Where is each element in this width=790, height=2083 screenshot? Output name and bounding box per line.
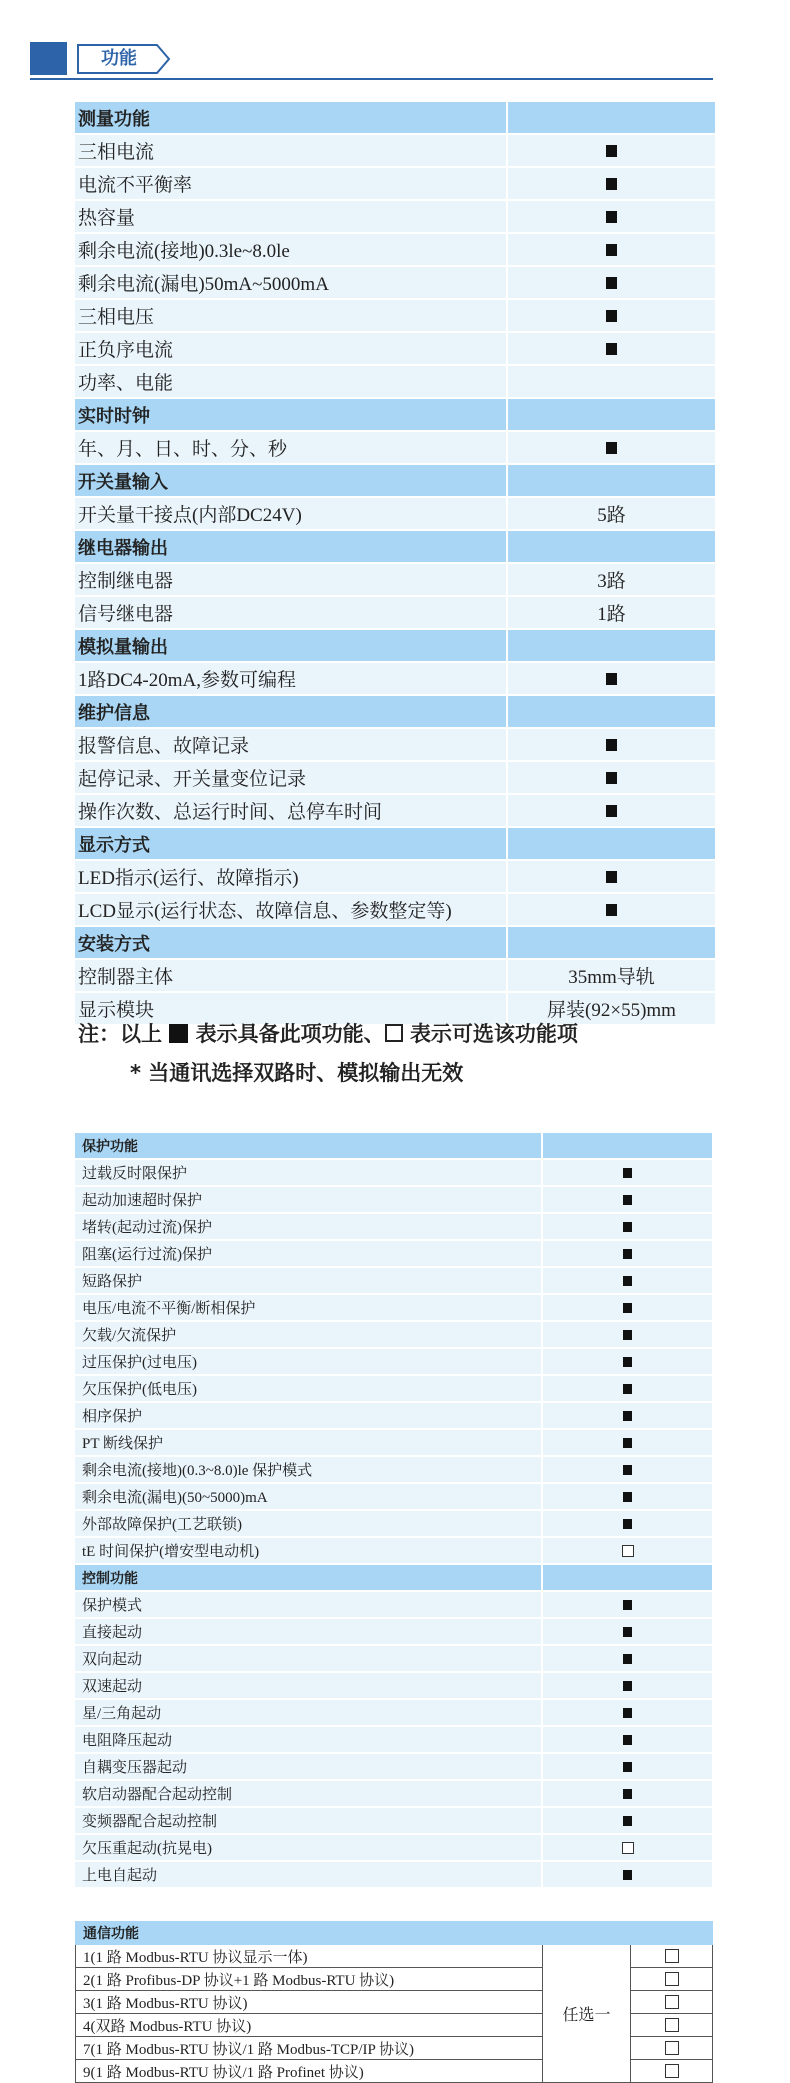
row-label: 欠载/欠流保护 bbox=[75, 1321, 542, 1348]
row-label: PT 断线保护 bbox=[75, 1429, 542, 1456]
row-value bbox=[507, 464, 715, 497]
row-label: 测量功能 bbox=[75, 102, 507, 134]
row-label: 保护模式 bbox=[75, 1591, 542, 1618]
table-row bbox=[75, 299, 715, 332]
row-label: 热容量 bbox=[75, 200, 507, 233]
table-row bbox=[75, 497, 715, 530]
row-value bbox=[507, 332, 715, 365]
row-value bbox=[507, 860, 715, 893]
row-label: 电流不平衡率 bbox=[75, 167, 507, 200]
row-label: 1(1 路 Modbus-RTU 协议显示一体) bbox=[76, 1945, 543, 1968]
row-label: 保护功能 bbox=[75, 1133, 542, 1159]
hollow-square-icon bbox=[622, 1545, 634, 1557]
row-value bbox=[507, 398, 715, 431]
table-row bbox=[75, 1807, 712, 1834]
row-label: 起动加速超时保护 bbox=[75, 1186, 542, 1213]
row-label: 剩余电流(接地)(0.3~8.0)le 保护模式 bbox=[75, 1456, 542, 1483]
table-row bbox=[75, 1456, 712, 1483]
table-row bbox=[75, 1240, 712, 1267]
row-label: 阻塞(运行过流)保护 bbox=[75, 1240, 542, 1267]
filled-square-icon bbox=[623, 1627, 632, 1637]
row-label: 变频器配合起动控制 bbox=[75, 1807, 542, 1834]
filled-square-icon bbox=[623, 1816, 632, 1826]
table-section-header bbox=[75, 530, 715, 563]
filled-square-icon bbox=[623, 1465, 632, 1475]
table-section-header bbox=[75, 464, 715, 497]
table-row bbox=[75, 1861, 712, 1888]
table-row bbox=[75, 1591, 712, 1618]
row-value bbox=[542, 1537, 712, 1564]
row-value: 3路 bbox=[507, 563, 715, 596]
table-row bbox=[75, 1186, 712, 1213]
row-label: 上电自起动 bbox=[75, 1861, 542, 1888]
note-middle: 表示具备此项功能、 bbox=[195, 1022, 385, 1046]
row-value bbox=[542, 1645, 712, 1672]
row-label: 过压保护(过电压) bbox=[75, 1348, 542, 1375]
option-cell bbox=[631, 2014, 713, 2037]
header-accent-block bbox=[30, 42, 67, 75]
row-label: 开关量输入 bbox=[75, 464, 507, 497]
option-cell bbox=[631, 2060, 713, 2083]
row-value bbox=[507, 200, 715, 233]
table-row bbox=[75, 1267, 712, 1294]
note-suffix: 表示可选该功能项 bbox=[409, 1022, 578, 1046]
row-label: 3(1 路 Modbus-RTU 协议) bbox=[76, 1991, 543, 2014]
filled-square-icon bbox=[623, 1384, 632, 1394]
table-row bbox=[75, 893, 715, 926]
row-value bbox=[542, 1267, 712, 1294]
filled-square-icon bbox=[606, 178, 617, 190]
filled-square-icon bbox=[623, 1357, 632, 1367]
filled-square-icon bbox=[623, 1222, 632, 1232]
row-value bbox=[542, 1321, 712, 1348]
table-row bbox=[75, 1780, 712, 1807]
checkbox-icon bbox=[665, 1949, 679, 1963]
row-value bbox=[542, 1618, 712, 1645]
row-label: 自耦变压器起动 bbox=[75, 1753, 542, 1780]
table-row bbox=[75, 959, 715, 992]
filled-square-icon bbox=[606, 310, 617, 322]
table-row bbox=[75, 1672, 712, 1699]
row-label: 报警信息、故障记录 bbox=[75, 728, 507, 761]
filled-square-icon bbox=[606, 211, 617, 223]
row-label: 控制功能 bbox=[75, 1564, 542, 1591]
filled-square-icon bbox=[623, 1735, 632, 1745]
table-row bbox=[75, 167, 715, 200]
table-section-header bbox=[75, 398, 715, 431]
row-value bbox=[542, 1240, 712, 1267]
row-value bbox=[542, 1510, 712, 1537]
row-label: 双速起动 bbox=[75, 1672, 542, 1699]
table-row bbox=[75, 1510, 712, 1537]
row-label: 直接起动 bbox=[75, 1618, 542, 1645]
row-value bbox=[542, 1133, 712, 1159]
row-label: 通信功能 bbox=[76, 1922, 543, 1945]
row-value: 35mm导轨 bbox=[507, 959, 715, 992]
option-cell bbox=[631, 1991, 713, 2014]
filled-square-icon bbox=[623, 1330, 632, 1340]
option-cell bbox=[631, 1945, 713, 1968]
filled-square-icon bbox=[623, 1438, 632, 1448]
table-row bbox=[75, 431, 715, 464]
filled-square-icon bbox=[606, 343, 617, 355]
row-value bbox=[507, 431, 715, 464]
table-row bbox=[75, 563, 715, 596]
table-row bbox=[75, 1402, 712, 1429]
row-label: 9(1 路 Modbus-RTU 协议/1 路 Profinet 协议) bbox=[76, 2060, 543, 2083]
row-label: 继电器输出 bbox=[75, 530, 507, 563]
hollow-square-icon bbox=[622, 1842, 634, 1854]
row-value bbox=[507, 629, 715, 662]
row-label: 年、月、日、时、分、秒 bbox=[75, 431, 507, 464]
filled-square-icon bbox=[623, 1708, 632, 1718]
checkbox-icon bbox=[665, 2064, 679, 2078]
dual-comm-note: * 当通讯选择双路时、模拟输出无效 bbox=[130, 1061, 464, 1085]
row-value bbox=[542, 1402, 712, 1429]
row-value bbox=[542, 1780, 712, 1807]
filled-square-icon bbox=[606, 772, 617, 784]
row-value bbox=[542, 1375, 712, 1402]
filled-square-icon bbox=[623, 1411, 632, 1421]
section-header bbox=[30, 40, 713, 80]
communication-table bbox=[75, 1921, 713, 2083]
row-value bbox=[542, 1429, 712, 1456]
table-section-header bbox=[75, 1564, 712, 1591]
row-label: 安装方式 bbox=[75, 926, 507, 959]
row-label: 开关量干接点(内部DC24V) bbox=[75, 497, 507, 530]
table-row bbox=[75, 794, 715, 827]
hollow-square-icon bbox=[385, 1024, 403, 1042]
checkbox-icon bbox=[665, 2041, 679, 2055]
row-value bbox=[542, 1672, 712, 1699]
filled-square-icon bbox=[606, 442, 617, 454]
row-value bbox=[542, 1726, 712, 1753]
table-row bbox=[75, 332, 715, 365]
filled-square-icon bbox=[606, 904, 617, 916]
row-value bbox=[507, 926, 715, 959]
table-row bbox=[75, 1294, 712, 1321]
row-label: 堵转(起动过流)保护 bbox=[75, 1213, 542, 1240]
row-value bbox=[542, 1186, 712, 1213]
filled-square-icon bbox=[606, 145, 617, 157]
row-label: 短路保护 bbox=[75, 1267, 542, 1294]
filled-square-icon bbox=[606, 739, 617, 751]
row-label: 相序保护 bbox=[75, 1402, 542, 1429]
filled-square-icon bbox=[623, 1519, 632, 1529]
table-row bbox=[75, 1699, 712, 1726]
row-value bbox=[542, 1348, 712, 1375]
row-label: 4(双路 Modbus-RTU 协议) bbox=[76, 2014, 543, 2037]
filled-square-icon bbox=[623, 1789, 632, 1799]
table-row bbox=[75, 761, 715, 794]
row-value bbox=[507, 728, 715, 761]
filled-square-icon bbox=[623, 1600, 632, 1610]
filled-square-icon bbox=[606, 871, 617, 883]
table-section-header bbox=[75, 695, 715, 728]
row-label: 控制器主体 bbox=[75, 959, 507, 992]
row-label: 电压/电流不平衡/断相保护 bbox=[75, 1294, 542, 1321]
row-label: 显示方式 bbox=[75, 827, 507, 860]
row-value bbox=[507, 794, 715, 827]
row-value bbox=[507, 167, 715, 200]
header-title: 功能 bbox=[101, 48, 137, 69]
row-label: 显示模块 bbox=[75, 992, 507, 1025]
row-label: 信号继电器 bbox=[75, 596, 507, 629]
table-row bbox=[75, 1348, 712, 1375]
row-label: 7(1 路 Modbus-RTU 协议/1 路 Modbus-TCP/IP 协议) bbox=[76, 2037, 543, 2060]
filled-square-icon bbox=[623, 1492, 632, 1502]
filled-square-icon bbox=[623, 1303, 632, 1313]
row-value bbox=[507, 893, 715, 926]
row-value bbox=[542, 1699, 712, 1726]
table-row bbox=[75, 1429, 712, 1456]
row-value bbox=[542, 1591, 712, 1618]
row-label: 正负序电流 bbox=[75, 332, 507, 365]
row-value bbox=[542, 1861, 712, 1888]
table-row bbox=[75, 1753, 712, 1780]
table-section-header bbox=[75, 926, 715, 959]
table-row bbox=[75, 860, 715, 893]
row-value bbox=[542, 1807, 712, 1834]
table-row bbox=[75, 1375, 712, 1402]
table-row bbox=[75, 1645, 712, 1672]
protection-control-table bbox=[75, 1133, 712, 1889]
row-value bbox=[542, 1564, 712, 1591]
filled-square-icon bbox=[623, 1762, 632, 1772]
table-section-header bbox=[75, 629, 715, 662]
row-label: 过载反时限保护 bbox=[75, 1159, 542, 1186]
filled-square-icon bbox=[606, 244, 617, 256]
row-label: 三相电流 bbox=[75, 134, 507, 167]
table-section-header bbox=[75, 1133, 712, 1159]
option-cell bbox=[631, 1968, 713, 1991]
row-value bbox=[542, 1456, 712, 1483]
row-label: 三相电压 bbox=[75, 299, 507, 332]
table-row bbox=[75, 728, 715, 761]
row-label: 2(1 路 Profibus-DP 协议+1 路 Modbus-RTU 协议) bbox=[76, 1968, 543, 1991]
row-label: LCD显示(运行状态、故障信息、参数整定等) bbox=[75, 893, 507, 926]
filled-square-icon bbox=[623, 1195, 632, 1205]
checkbox-icon bbox=[665, 2018, 679, 2032]
table-row bbox=[75, 365, 715, 398]
row-value bbox=[507, 695, 715, 728]
table-row bbox=[75, 1618, 712, 1645]
legend-note bbox=[78, 1018, 578, 1048]
filled-square-icon bbox=[623, 1249, 632, 1259]
row-label: 欠压保护(低电压) bbox=[75, 1375, 542, 1402]
filled-square-icon bbox=[606, 805, 617, 817]
table-row bbox=[75, 266, 715, 299]
table-row bbox=[76, 1945, 713, 1968]
row-value: 1路 bbox=[507, 596, 715, 629]
filled-square-icon bbox=[623, 1681, 632, 1691]
option-cell bbox=[631, 2037, 713, 2060]
table-section-header bbox=[76, 1922, 713, 1945]
row-value bbox=[507, 761, 715, 794]
row-value bbox=[507, 827, 715, 860]
filled-square-icon bbox=[623, 1168, 632, 1178]
row-value bbox=[507, 662, 715, 695]
row-label: LED指示(运行、故障指示) bbox=[75, 860, 507, 893]
header-tab bbox=[77, 44, 177, 74]
row-value: 屏装(92×55)mm bbox=[507, 992, 715, 1025]
table-row bbox=[75, 596, 715, 629]
note-prefix: 注：以上 bbox=[78, 1022, 162, 1046]
table-row bbox=[75, 1483, 712, 1510]
row-label: 欠压重起动(抗晃电) bbox=[75, 1834, 542, 1861]
row-value bbox=[507, 266, 715, 299]
row-label: 模拟量输出 bbox=[75, 629, 507, 662]
row-value bbox=[507, 233, 715, 266]
table-row bbox=[75, 233, 715, 266]
table-section-header bbox=[75, 827, 715, 860]
row-value bbox=[507, 299, 715, 332]
header-rule bbox=[30, 78, 713, 80]
table-row bbox=[75, 200, 715, 233]
row-label: 电阻降压起动 bbox=[75, 1726, 542, 1753]
table-row bbox=[75, 134, 715, 167]
row-value bbox=[542, 1294, 712, 1321]
filled-square-icon bbox=[623, 1276, 632, 1286]
table-section-header bbox=[75, 102, 715, 134]
filled-square-icon bbox=[623, 1654, 632, 1664]
table-row bbox=[75, 1537, 712, 1564]
choose-one-label: 任选一 bbox=[543, 1945, 631, 2083]
row-label: 控制继电器 bbox=[75, 563, 507, 596]
row-value bbox=[543, 1922, 713, 1945]
row-value bbox=[507, 530, 715, 563]
function-table bbox=[75, 102, 715, 1026]
row-label: 剩余电流(漏电)50mA~5000mA bbox=[75, 266, 507, 299]
row-value bbox=[542, 1753, 712, 1780]
row-label: 功率、电能 bbox=[75, 365, 507, 398]
row-label: 双向起动 bbox=[75, 1645, 542, 1672]
row-value: 5路 bbox=[507, 497, 715, 530]
row-label: 起停记录、开关量变位记录 bbox=[75, 761, 507, 794]
row-label: 操作次数、总运行时间、总停车时间 bbox=[75, 794, 507, 827]
row-label: tE 时间保护(增安型电动机) bbox=[75, 1537, 542, 1564]
row-value bbox=[542, 1213, 712, 1240]
row-value bbox=[542, 1483, 712, 1510]
table-row bbox=[75, 662, 715, 695]
row-label: 软启动器配合起动控制 bbox=[75, 1780, 542, 1807]
row-value bbox=[542, 1834, 712, 1861]
filled-square-icon bbox=[169, 1024, 188, 1043]
row-label: 维护信息 bbox=[75, 695, 507, 728]
checkbox-icon bbox=[665, 1995, 679, 2009]
row-label: 外部故障保护(工艺联锁) bbox=[75, 1510, 542, 1537]
row-label: 剩余电流(漏电)(50~5000)mA bbox=[75, 1483, 542, 1510]
table-row bbox=[75, 1321, 712, 1348]
row-label: 1路DC4-20mA,参数可编程 bbox=[75, 662, 507, 695]
row-value bbox=[507, 365, 715, 398]
row-label: 剩余电流(接地)0.3le~8.0le bbox=[75, 233, 507, 266]
table-row bbox=[75, 1159, 712, 1186]
table-row bbox=[75, 1213, 712, 1240]
checkbox-icon bbox=[665, 1972, 679, 1986]
row-value bbox=[507, 102, 715, 134]
table-row bbox=[75, 1726, 712, 1753]
row-value bbox=[507, 134, 715, 167]
row-label: 实时时钟 bbox=[75, 398, 507, 431]
filled-square-icon bbox=[623, 1870, 632, 1880]
row-label: 星/三角起动 bbox=[75, 1699, 542, 1726]
filled-square-icon bbox=[606, 673, 617, 685]
table-row bbox=[75, 1834, 712, 1861]
row-value bbox=[542, 1159, 712, 1186]
filled-square-icon bbox=[606, 277, 617, 289]
